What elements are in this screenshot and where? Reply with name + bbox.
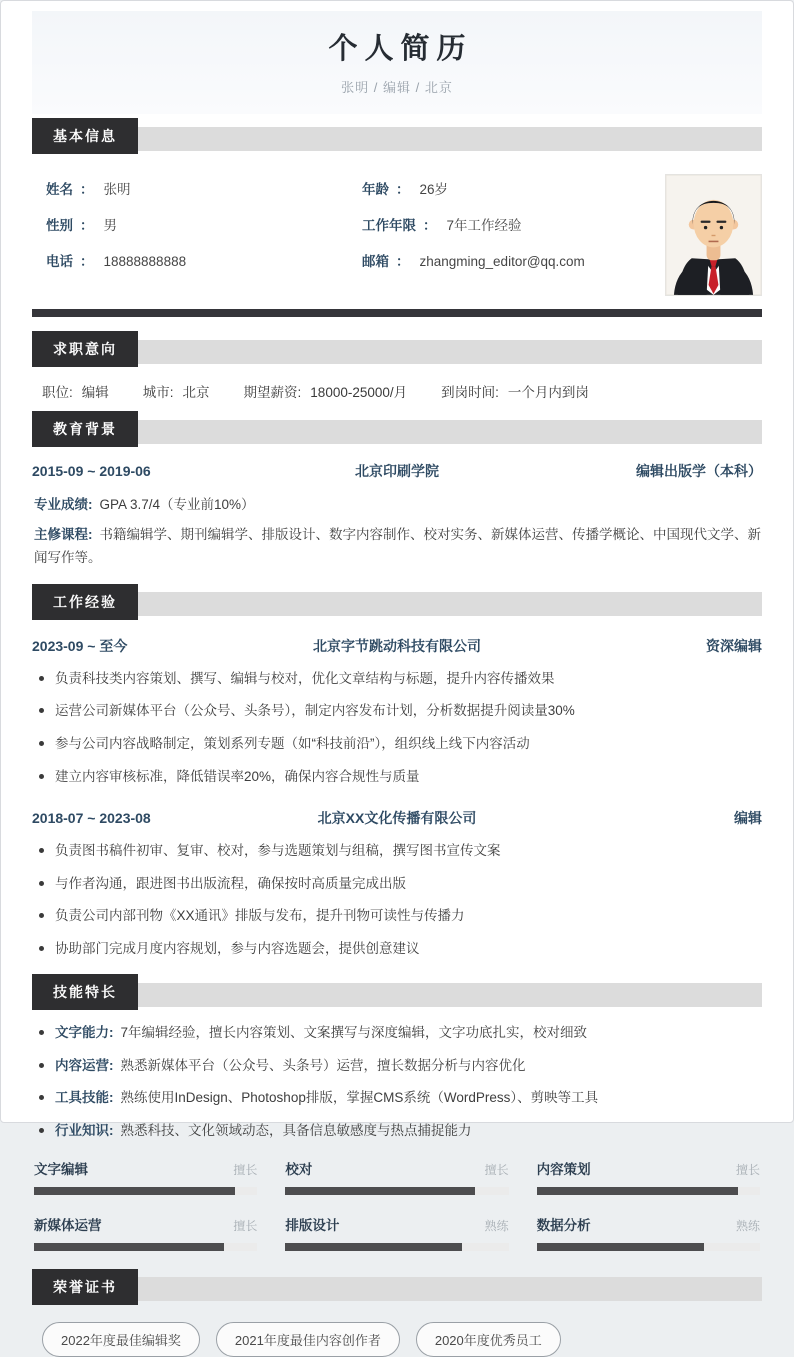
gpa-label: 专业成绩: — [34, 497, 93, 512]
field-phone — [46, 250, 362, 270]
field-experience-years — [362, 214, 665, 234]
field-value: 张明 — [103, 182, 131, 197]
honor-badge: 2021年度最佳内容创作者 — [216, 1322, 400, 1357]
skill-bar-fill — [34, 1187, 235, 1195]
job-period: 2018-07 ~ 2023-08 — [32, 810, 151, 827]
education-gpa-line — [32, 494, 762, 517]
job-period: 2023-09 ~ 至今 — [32, 637, 128, 654]
skill-bullet-label: 行业知识: — [55, 1123, 114, 1138]
courses-label: 主修课程: — [34, 526, 93, 542]
resume-header — [32, 11, 762, 114]
section-header-skills — [32, 974, 762, 1010]
education-courses-line — [32, 524, 762, 570]
skill-bar-level: 熟练 — [484, 1218, 509, 1233]
field-email — [362, 250, 665, 270]
bullet-icon — [39, 1128, 44, 1133]
honor-badge: 2022年度最佳编辑奖 — [42, 1322, 200, 1357]
job-title: 编辑 — [734, 810, 762, 827]
field-name — [46, 178, 362, 198]
thick-divider — [32, 309, 762, 317]
skill-bar — [285, 1214, 508, 1251]
skill-bullets — [32, 1023, 762, 1140]
skill-bar-track — [537, 1243, 760, 1251]
skill-bar-level: 熟练 — [735, 1218, 760, 1233]
field-colon: ： — [80, 254, 94, 269]
section-title-basic: 基本信息 — [32, 118, 138, 154]
objective-label: 期望薪资: — [243, 385, 302, 400]
skill-bar-name: 新媒体运营 — [34, 1217, 102, 1233]
field-label: 工作年限 — [362, 218, 416, 233]
section-bar — [138, 1277, 762, 1301]
objective-value: 18000-25000/月 — [310, 385, 408, 400]
job-entry-header — [32, 808, 762, 828]
skill-bar — [285, 1158, 508, 1195]
bullet-icon — [39, 741, 44, 746]
skill-bar — [34, 1214, 257, 1251]
field-value: zhangming_editor@qq.com — [419, 254, 585, 269]
job-bullet — [32, 906, 762, 926]
job-company: 北京字节跳动科技有限公司 — [313, 637, 481, 654]
field-age — [362, 178, 665, 198]
field-value: 18888888888 — [103, 254, 187, 269]
job-bullet — [32, 874, 762, 894]
skill-bar-name: 数据分析 — [536, 1217, 591, 1233]
objective-label: 职位: — [42, 385, 73, 400]
job-bullet-text: 与作者沟通，跟进图书出版流程，确保按时高质量完成出版 — [55, 875, 406, 891]
skill-bullet — [32, 1121, 762, 1141]
skill-bar — [537, 1214, 760, 1251]
skill-bullet-text: 7年编辑经验，擅长内容策划、文案撰写与深度编辑，文字功底扎实，校对细致 — [120, 1025, 588, 1041]
field-value: 男 — [103, 218, 117, 233]
objective-position — [42, 381, 109, 401]
bullet-icon — [39, 881, 44, 886]
skill-bullet — [32, 1023, 762, 1043]
section-bar — [138, 983, 762, 1007]
job-bullet-text: 负责图书稿件初审、复审、校对，参与选题策划与组稿，撰写图书宣传文案 — [55, 843, 501, 859]
field-colon: ： — [80, 182, 94, 197]
section-title-work: 工作经验 — [32, 584, 138, 620]
job-company: 北京XX文化传播有限公司 — [317, 810, 477, 827]
skill-bar — [34, 1158, 257, 1195]
courses-value: 书籍编辑学、期刊编辑学、排版设计、数字内容制作、校对实务、新媒体运营、传播学概论、中国现代文学、新闻写作等。 — [34, 526, 761, 565]
skill-bullet-text: 熟悉科技、文化领域动态，具备信息敏感度与热点捕捉能力 — [120, 1123, 472, 1138]
job-bullet — [32, 767, 762, 787]
job-bullet — [32, 701, 762, 721]
education-degree: 编辑出版学（本科） — [636, 463, 762, 479]
page-title: 个人简历 — [328, 33, 473, 65]
section-header-work — [32, 584, 762, 620]
skill-bar-fill — [34, 1243, 224, 1251]
education-period: 2015-09 ~ 2019-06 — [32, 463, 151, 479]
skill-bullet-label: 内容运营: — [55, 1057, 114, 1073]
field-label: 姓名 — [46, 182, 73, 197]
skill-bar-track — [285, 1243, 508, 1251]
section-bar — [138, 420, 762, 444]
field-label: 邮箱 — [362, 254, 389, 269]
skill-bar-fill — [285, 1187, 475, 1195]
objective-value: 北京 — [182, 385, 210, 400]
bullet-icon — [39, 1063, 44, 1068]
job-bullet — [32, 939, 762, 959]
section-title-education: 教育背景 — [32, 411, 138, 447]
basic-info-block — [32, 174, 762, 296]
portrait-photo-icon — [666, 175, 761, 295]
skill-bar-track — [285, 1187, 508, 1195]
section-bar — [138, 592, 762, 616]
bullet-icon — [39, 774, 44, 779]
skill-bar-level: 擅长 — [233, 1162, 258, 1177]
section-title-objective: 求职意向 — [32, 331, 138, 367]
bullet-icon — [39, 913, 44, 918]
skill-bar-name: 排版设计 — [285, 1217, 340, 1233]
skill-bullet — [32, 1088, 762, 1108]
field-label: 年龄 — [362, 182, 389, 197]
job-entry — [32, 808, 762, 958]
honor-badges — [42, 1322, 762, 1357]
field-value: 7年工作经验 — [446, 218, 522, 233]
field-gender — [46, 214, 362, 234]
section-header-education — [32, 411, 762, 447]
objective-salary — [244, 381, 408, 401]
bullet-icon — [39, 676, 44, 681]
gpa-value: GPA 3.7/4（专业前10%） — [99, 497, 255, 512]
skill-bar-level: 擅长 — [233, 1218, 258, 1233]
field-colon: ： — [423, 218, 437, 233]
skill-bullet — [32, 1056, 762, 1076]
bullet-icon — [39, 848, 44, 853]
skill-bullet-text: 熟悉新媒体平台（公众号、头条号）运营，擅长数据分析与内容优化 — [120, 1057, 526, 1073]
education-school: 北京印刷学院 — [355, 463, 439, 479]
job-entry-header — [32, 636, 762, 656]
section-bar — [138, 340, 762, 364]
skill-bar-name: 内容策划 — [536, 1161, 591, 1177]
bullet-icon — [39, 708, 44, 713]
job-bullet — [32, 841, 762, 861]
job-bullet-text: 负责公司内部刊物《XX通讯》排版与发布，提升刊物可读性与传播力 — [55, 908, 465, 924]
field-colon: ： — [80, 218, 94, 233]
skill-bar — [537, 1158, 760, 1195]
bullet-icon — [39, 1030, 44, 1035]
job-bullet-text: 运营公司新媒体平台（公众号、头条号），制定内容发布计划，分析数据提升阅读量30% — [55, 703, 575, 719]
objective-availability — [441, 381, 589, 401]
skill-bar-fill — [537, 1187, 738, 1195]
section-header-objective — [32, 331, 762, 367]
honor-badge: 2020年度优秀员工 — [416, 1322, 561, 1357]
section-bar — [138, 127, 762, 151]
skill-bar-name: 校对 — [285, 1161, 313, 1177]
bullet-icon — [39, 1095, 44, 1100]
job-bullet-text: 协助部门完成月度内容规划，参与内容选题会，提供创意建议 — [55, 940, 420, 956]
skill-bar-track — [34, 1243, 257, 1251]
skill-bar-level: 擅长 — [735, 1162, 760, 1177]
skill-bullet-label: 文字能力: — [55, 1025, 114, 1041]
page-subtitle: 张明 / 编辑 / 北京 — [341, 80, 453, 95]
skill-bar-track — [537, 1187, 760, 1195]
job-bullet-text: 参与公司内容战略制定，策划系列专题（如“科技前沿”），组织线上线下内容活动 — [55, 735, 530, 751]
skill-bullet-label: 工具技能: — [55, 1090, 114, 1106]
field-colon: ： — [396, 254, 410, 269]
section-title-honors: 荣誉证书 — [32, 1269, 138, 1305]
objective-value: 一个月内到岗 — [507, 385, 589, 400]
job-title: 资深编辑 — [706, 637, 762, 654]
objective-label: 到岗时间: — [441, 385, 499, 400]
job-bullet — [32, 669, 762, 689]
profile-photo — [665, 174, 762, 296]
objective-label: 城市: — [142, 385, 174, 400]
job-bullet — [32, 734, 762, 754]
basic-info-grid — [32, 174, 665, 296]
field-value: 26岁 — [419, 182, 449, 197]
skill-bars-grid — [32, 1158, 762, 1251]
skill-bar-level: 擅长 — [484, 1162, 509, 1177]
skill-bar-name: 文字编辑 — [34, 1161, 88, 1177]
field-label: 性别 — [46, 218, 73, 233]
bullet-icon — [39, 946, 44, 951]
education-entry-header — [32, 461, 762, 481]
objective-city — [143, 381, 210, 401]
section-header-honors — [32, 1269, 762, 1305]
job-bullet-text: 建立内容审核标准，降低错误率20%，确保内容合规性与质量 — [55, 768, 420, 784]
skill-bar-track — [34, 1187, 257, 1195]
field-label: 电话 — [46, 254, 73, 269]
objective-row — [42, 381, 762, 401]
section-title-skills: 技能特长 — [32, 974, 138, 1010]
section-header-basic — [32, 118, 762, 154]
objective-value: 编辑 — [81, 385, 109, 400]
job-entry — [32, 636, 762, 786]
skill-bar-fill — [285, 1243, 461, 1251]
field-colon: ： — [396, 182, 410, 197]
job-bullet-text: 负责科技类内容策划、撰写、编辑与校对，优化文章结构与标题，提升内容传播效果 — [55, 670, 555, 686]
skill-bar-fill — [537, 1243, 704, 1251]
skill-bullet-text: 熟练使用InDesign、Photoshop排版，掌握CMS系统（WordPress）、剪映等工具 — [120, 1090, 599, 1106]
